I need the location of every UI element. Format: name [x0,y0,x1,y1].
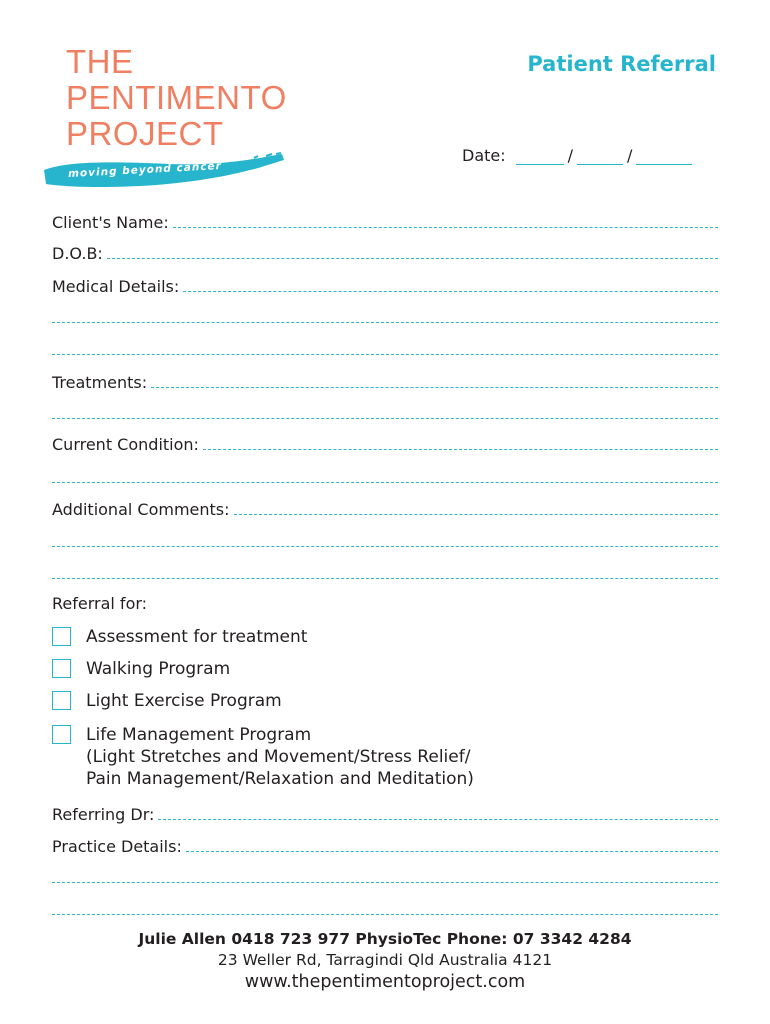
referral-option-light-exercise[interactable] [52,690,282,712]
footer-address: 23 Weller Rd, Tarragindi Qld Australia 4121 [217,951,553,969]
checkbox[interactable] [52,659,71,678]
practice-details-field[interactable] [52,834,718,856]
medical-details-line[interactable] [183,291,718,292]
referring-dr-field[interactable] [52,802,718,824]
additional-comments-line-2[interactable] [52,546,718,547]
current-condition-field[interactable] [52,432,718,454]
dob-line[interactable] [107,258,718,259]
date-day-field[interactable] [516,150,564,165]
date-year-field[interactable] [636,150,692,165]
medical-details-line-2[interactable] [52,322,718,323]
current-condition-line[interactable] [203,449,718,450]
clients-name-field[interactable] [52,210,718,232]
treatments-line[interactable] [151,387,718,388]
footer-website: www.thepentimentoproject.com [244,972,526,992]
referring-dr-line[interactable] [158,819,718,820]
date-month-field[interactable] [577,150,623,165]
medical-details-label: Medical Details: [52,277,180,296]
footer-contact: Julie Allen 0418 723 977 PhysioTec Phone: 07 3342 4284 [138,930,632,948]
additional-comments-field[interactable] [52,497,718,519]
clients-name-label: Client's Name: [52,213,169,232]
treatments-line-2[interactable] [52,418,718,419]
logo-text-line2: PENTIMENTO [66,79,287,116]
additional-comments-label: Additional Comments: [52,500,230,519]
date-label: Date: [462,146,506,165]
treatments-label: Treatments: [52,373,148,392]
date-row [462,146,692,165]
referral-option-label: Assessment for treatment [86,627,308,647]
additional-comments-line[interactable] [234,514,718,515]
checkbox[interactable] [52,725,71,744]
logo-text-line1: THE [66,43,134,80]
checkbox[interactable] [52,691,71,710]
practice-details-line-2[interactable] [52,882,718,883]
referral-option-assessment[interactable] [52,626,307,648]
page-title: Patient Referral [527,52,716,76]
referral-option-detail-line1: (Light Stretches and Movement/Stress Relief/ [86,747,471,767]
medical-details-field[interactable] [52,274,718,296]
additional-comments-line-3[interactable] [52,578,718,579]
referral-option-label: Walking Program [86,659,231,679]
dob-field[interactable] [52,241,718,263]
logo-text-line3: PROJECT [66,115,224,152]
practice-details-label: Practice Details: [52,837,182,856]
clients-name-line[interactable] [173,227,718,228]
practice-details-line-3[interactable] [52,914,718,915]
referral-option-label: Life Management Program [86,725,312,745]
referral-option-label: Light Exercise Program [86,691,282,711]
logo [40,42,290,192]
logo-tagline: moving beyond cancer [67,159,223,181]
referral-option-label-group [86,724,474,790]
referral-option-life-management[interactable] [52,724,474,790]
referral-option-detail-line2: Pain Management/Relaxation and Meditation) [86,769,474,789]
checkbox[interactable] [52,627,71,646]
medical-details-line-3[interactable] [52,354,718,355]
treatments-field[interactable] [52,370,718,392]
referral-heading: Referral for: [52,594,148,613]
practice-details-line[interactable] [186,851,718,852]
current-condition-line-2[interactable] [52,482,718,483]
dob-label: D.O.B: [52,244,103,263]
referring-dr-label: Referring Dr: [52,805,155,824]
referral-option-walking[interactable] [52,658,230,680]
date-separator: / [627,146,633,165]
current-condition-label: Current Condition: [52,435,199,454]
date-separator: / [567,146,574,165]
